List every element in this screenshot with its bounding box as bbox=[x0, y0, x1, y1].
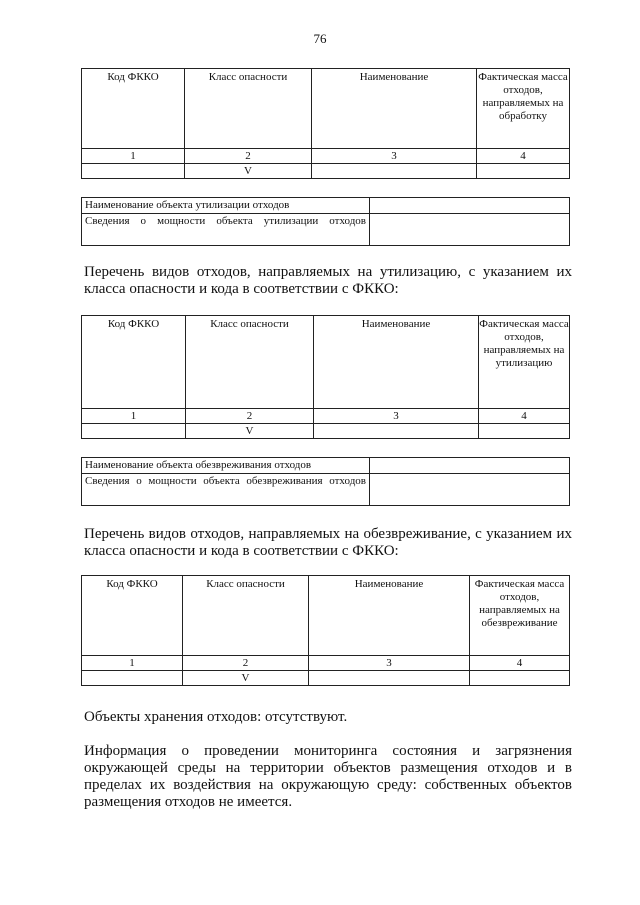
info-row bbox=[82, 458, 570, 474]
table-row bbox=[82, 164, 570, 179]
info-value bbox=[370, 474, 570, 506]
waste-table-processing bbox=[81, 68, 570, 179]
info-label: Наименование объекта обезвреживания отходов bbox=[82, 458, 370, 474]
table-header-row bbox=[82, 316, 570, 409]
info-label: Наименование объекта утилизации отходов bbox=[82, 198, 370, 214]
header-cell: Наименование bbox=[309, 576, 470, 656]
info-label: Сведения о мощности объекта утилизации отходов bbox=[82, 214, 370, 246]
info-value bbox=[370, 198, 570, 214]
table-header-row bbox=[82, 69, 570, 149]
column-number-cell: 4 bbox=[477, 149, 570, 164]
page-number: 76 bbox=[313, 31, 327, 46]
table-cell bbox=[312, 164, 477, 179]
header-cell: Класс опасности bbox=[183, 576, 309, 656]
table-cell bbox=[470, 671, 570, 686]
table-cell bbox=[479, 424, 570, 439]
header-cell: Фактическая масса отходов, направляемых на утилизацию bbox=[479, 316, 570, 409]
info-row bbox=[82, 198, 570, 214]
column-number-row bbox=[82, 149, 570, 164]
header-cell: Код ФККО bbox=[82, 576, 183, 656]
column-number-cell: 1 bbox=[82, 409, 186, 424]
header-cell: Наименование bbox=[314, 316, 479, 409]
monitoring-info-paragraph: Информация о проведении мониторинга состояния и загрязнения окружающей среды на территории объектов размещения отходов и в пределах их воздействия на окружающую среду: собственных объектов размещения отходов не имеется. bbox=[84, 743, 572, 810]
neutralization-facility-table bbox=[81, 457, 570, 506]
column-number-row bbox=[82, 656, 570, 671]
column-number-cell: 3 bbox=[314, 409, 479, 424]
hazard-class-cell: V bbox=[186, 424, 314, 439]
utilization-list-paragraph: Перечень видов отходов, направляемых на утилизацию, с указанием их класса опасности и кода в соответствии с ФККО: bbox=[84, 264, 572, 297]
header-cell: Фактическая масса отходов, направляемых на обработку bbox=[477, 69, 570, 149]
waste-table-utilization bbox=[81, 315, 570, 439]
info-row bbox=[82, 474, 570, 506]
column-number-cell: 3 bbox=[309, 656, 470, 671]
header-cell: Класс опасности bbox=[186, 316, 314, 409]
table-row bbox=[82, 424, 570, 439]
table-cell bbox=[309, 671, 470, 686]
column-number-cell: 4 bbox=[479, 409, 570, 424]
column-number-cell: 4 bbox=[470, 656, 570, 671]
waste-table-neutralization bbox=[81, 575, 570, 686]
column-number-cell: 1 bbox=[82, 656, 183, 671]
header-cell: Класс опасности bbox=[185, 69, 312, 149]
table-header-row bbox=[82, 576, 570, 656]
column-number-cell: 2 bbox=[186, 409, 314, 424]
column-number-cell: 2 bbox=[183, 656, 309, 671]
table-cell bbox=[477, 164, 570, 179]
column-number-cell: 1 bbox=[82, 149, 185, 164]
info-label: Сведения о мощности объекта обезвреживания отходов bbox=[82, 474, 370, 506]
header-cell: Наименование bbox=[312, 69, 477, 149]
info-row bbox=[82, 214, 570, 246]
column-number-row bbox=[82, 409, 570, 424]
neutralization-list-paragraph: Перечень видов отходов, направляемых на обезвреживание, с указанием их класса опасности и кода в соответствии с ФККО: bbox=[84, 526, 572, 559]
table-cell bbox=[314, 424, 479, 439]
table-cell bbox=[82, 424, 186, 439]
storage-objects-paragraph: Объекты хранения отходов: отсутствуют. bbox=[84, 709, 348, 725]
table-cell bbox=[82, 164, 185, 179]
table-row bbox=[82, 671, 570, 686]
table-cell bbox=[82, 671, 183, 686]
header-cell: Фактическая масса отходов, направляемых на обезвреживание bbox=[470, 576, 570, 656]
hazard-class-cell: V bbox=[185, 164, 312, 179]
column-number-cell: 3 bbox=[312, 149, 477, 164]
column-number-cell: 2 bbox=[185, 149, 312, 164]
header-cell: Код ФККО bbox=[82, 69, 185, 149]
info-value bbox=[370, 214, 570, 246]
info-value bbox=[370, 458, 570, 474]
hazard-class-cell: V bbox=[183, 671, 309, 686]
utilization-facility-table bbox=[81, 197, 570, 246]
header-cell: Код ФККО bbox=[82, 316, 186, 409]
